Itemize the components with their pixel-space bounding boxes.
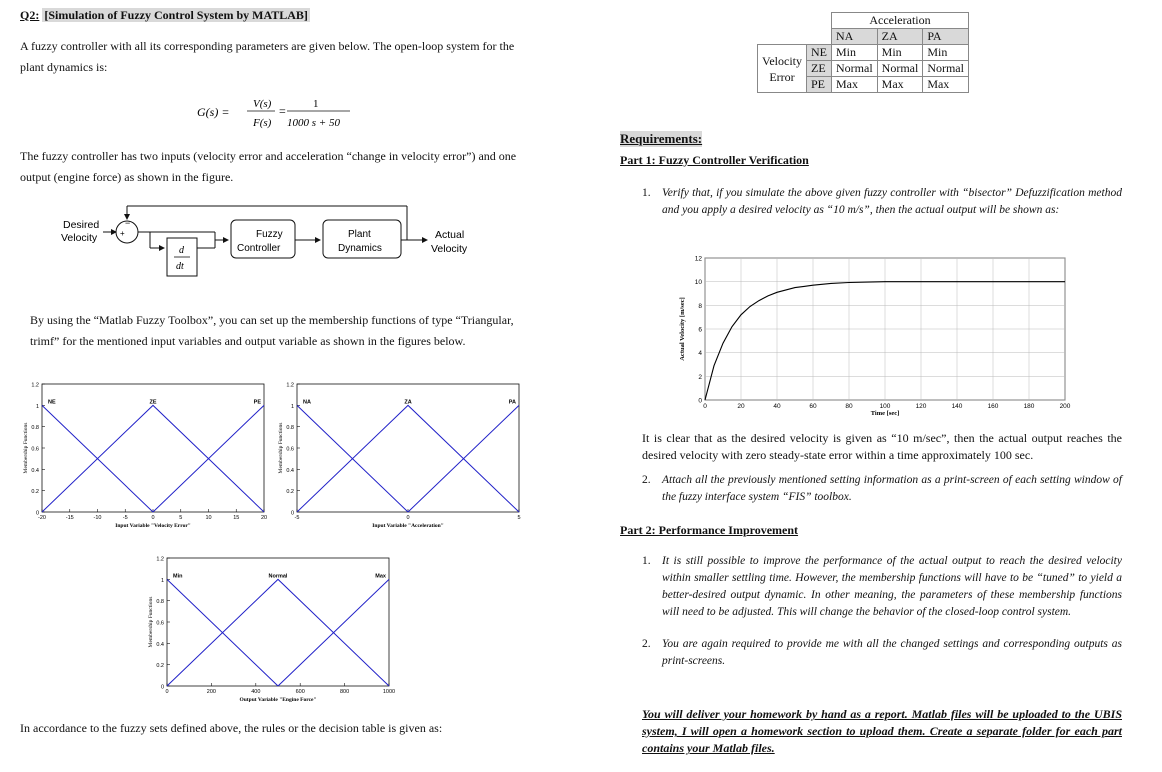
intro-line-2: plant dynamics is:: [20, 60, 108, 74]
rule-cell: Min: [832, 45, 878, 61]
mf-ytick-label: 0: [35, 510, 39, 517]
rule-cell: Normal: [832, 61, 878, 77]
eq-num2: 1: [313, 98, 319, 110]
mf-xtick-label: 15: [233, 515, 240, 521]
mf-ytick-label: 0.8: [286, 425, 294, 432]
response-xtick-label: 120: [915, 403, 927, 410]
response-xtick-label: 140: [951, 403, 963, 410]
mf-ytick-label: 0.2: [286, 489, 294, 496]
footer-note: You will deliver your homework by hand as a report. Matlab files will be uploaded to the UBIS system, I will open a homework section to upload them. Create a separate folder for each part contains your Matlab files.: [642, 707, 1122, 755]
mf-ytick-label: 0.4: [286, 467, 294, 474]
rule-col-pa: PA: [923, 29, 969, 45]
eq-den1: F(s): [253, 117, 272, 129]
input-label-1: Desired: [63, 219, 100, 231]
response-xtick-label: 20: [737, 403, 745, 410]
part1-item1: 1. Verify that, if you simulate the above given fuzzy controller with “bisector” Defuzzification method and you apply a desired velocity as “10 m/s”, then the actual output will be shown as:: [642, 185, 1122, 219]
mf-xtick-label: -10: [93, 515, 102, 521]
part1-item2: 2. Attach all the previously mentioned setting information as a print-screen of each setting window of the fuzzy interface system “FIS” toolbox.: [642, 472, 1122, 506]
rule-col-na: NA: [832, 29, 878, 45]
part2-item1-text: It is still possible to improve the performance of the actual output to reach the desired velocity within smaller settling time. However, the membership functions will have to be “tuned” to yield a better-desired output dynamic. In other meaning, the parameters of these membership functions will need to be adjusted. This will change the behavior of the closed-loop control system.: [662, 555, 1122, 618]
mf-label-na: NA: [303, 399, 311, 406]
mf-label-pa: PA: [508, 399, 516, 406]
mf-xlabel: Output Variable "Engine Force": [239, 697, 317, 703]
toolbox-paragraph: [30, 310, 600, 352]
mf-ytick-label: 1.2: [286, 382, 294, 389]
response-xtick-label: 100: [879, 403, 891, 410]
rule-row-label-pe: PE: [807, 77, 832, 93]
mf-label-max: Max: [375, 573, 386, 580]
mf-ytick-label: 0: [160, 684, 164, 691]
response-ytick-label: 10: [694, 279, 702, 287]
response-xtick-label: 200: [1059, 403, 1071, 410]
mf-xtick-label: 800: [340, 689, 350, 695]
output-label-2: Velocity: [431, 243, 468, 255]
mf-ylabel: Membership Functions: [23, 422, 29, 474]
mf-xtick-label: -5: [122, 515, 128, 521]
mf-xtick-label: -20: [38, 515, 46, 521]
input-label-2: Velocity: [61, 232, 98, 244]
mf-xtick-label: -15: [65, 515, 74, 521]
part1-item2-text: Attach all the previously mentioned setting information as a print-screen of each setting window of the fuzzy interface system “FIS” toolbox.: [662, 474, 1122, 503]
mf-xtick-label: 0: [165, 689, 169, 695]
mf-label-ne: NE: [48, 399, 56, 406]
mf-ytick-label: 0: [290, 510, 294, 517]
response-xtick-label: 40: [773, 403, 781, 410]
mf-xtick-label: 600: [295, 689, 305, 695]
response-ylabel: Actual Velocity [m/sec]: [679, 297, 686, 361]
part2-item2-text: You are again required to provide me with all the changed settings and corresponding outputs as print-screens.: [662, 638, 1122, 667]
response-ytick-label: 8: [698, 302, 702, 310]
mf-plot-engine-force: [145, 548, 400, 704]
toolbox-line-1: By using the “Matlab Fuzzy Toolbox”, you can set up the membership functions of type “Triangular,: [30, 313, 514, 327]
response-xtick-label: 80: [845, 403, 853, 410]
response-xlabel: Time [sec]: [870, 410, 900, 417]
mf-xtick-label: -5: [294, 515, 300, 521]
response-xtick-label: 60: [809, 403, 817, 410]
response-ytick-label: 0: [698, 397, 702, 405]
output-label-1: Actual: [435, 229, 465, 241]
question-number: Q2:: [20, 8, 40, 22]
rule-row-header: Velocity Error: [758, 45, 807, 93]
part2-item1: 1. It is still possible to improve the performance of the actual output to reach the desired velocity within smaller settling time. However, the membership functions will have to be “tuned” to yield a better-desired output dynamic. In other meaning, the parameters of these membership functions will need to be adjusted. This will change the behavior of the closed-loop control system.: [642, 553, 1122, 621]
mf-xtick-label: 1000: [382, 689, 396, 695]
eq-lhs: G(s) =: [197, 105, 230, 119]
rule-col-header: Acceleration: [832, 13, 969, 29]
rule-cell: Min: [923, 45, 969, 61]
mf-ytick-label: 0.4: [31, 467, 39, 474]
part2-heading: Part 2: Performance Improvement: [620, 523, 799, 537]
mf-ytick-label: 0.2: [156, 663, 164, 670]
deriv-top: d: [179, 245, 184, 256]
rule-row-label-ne: NE: [807, 45, 832, 61]
controller-paragraph: [20, 146, 600, 188]
response-ytick-label: 6: [698, 326, 702, 334]
pd-label-2: Dynamics: [338, 243, 382, 254]
velocity-response-chart: [672, 250, 1082, 422]
decision-paragraph: In accordance to the fuzzy sets defined above, the rules or the decision table is given as:: [20, 721, 443, 735]
mf-label-za: ZA: [404, 399, 412, 406]
part2-item2: 2. You are again required to provide me with all the changed settings and corresponding outputs as print-screens.: [642, 636, 1122, 670]
mf-ytick-label: 1: [160, 577, 164, 584]
rule-cell: Max: [923, 77, 969, 93]
mf-xtick-label: 0: [406, 515, 410, 521]
controller-line-2: output (engine force) as shown in the figure.: [20, 170, 234, 184]
mf-xlabel: Input Variable "Acceleration": [372, 523, 444, 529]
sum-plus-sign: +: [120, 229, 125, 238]
fc-label-1: Fuzzy: [256, 229, 283, 240]
mf-label-min: Min: [173, 573, 183, 580]
mf-xtick-label: 5: [179, 515, 183, 521]
mf-xlabel: Input Variable "Velocity Error": [115, 523, 191, 529]
rule-col-za: ZA: [877, 29, 923, 45]
part1-clear-text: It is clear that as the desired velocity is given as “10 m/sec”, then the actual output reaches the desired velocity with zero steady-state error within a time approximately 100 sec.: [642, 431, 1122, 462]
rule-cell: Max: [832, 77, 878, 93]
rule-cell: Min: [877, 45, 923, 61]
rule-cell: Normal: [923, 61, 969, 77]
mf-ylabel: Membership Functions: [148, 596, 154, 648]
question-title: [20, 8, 310, 23]
eq-den2: 1000 s + 50: [287, 117, 340, 129]
mf-xtick-label: 20: [260, 515, 268, 521]
question-heading: [Simulation of Fuzzy Control System by MATLAB]: [44, 8, 308, 22]
pd-label-1: Plant: [348, 229, 371, 240]
mf-xtick-label: 200: [206, 689, 216, 695]
part1-item1-text: Verify that, if you simulate the above given fuzzy controller with “bisector” Defuzzification method and you apply a desired velocity as “10 m/s”, then the actual output will be shown as:: [662, 187, 1122, 216]
rule-cell: Max: [877, 77, 923, 93]
mf-label-pe: PE: [253, 399, 261, 406]
rule-table: [757, 12, 969, 93]
mf-ytick-label: 0.2: [31, 489, 39, 496]
mf-xtick-label: 0: [151, 515, 155, 521]
response-xtick-label: 180: [1023, 403, 1035, 410]
deriv-bottom: dt: [176, 261, 184, 272]
mf-ytick-label: 1: [290, 403, 294, 410]
fc-label-2: Controller: [237, 243, 281, 254]
rule-row-label-ze: ZE: [807, 61, 832, 77]
mf-ytick-label: 0.6: [156, 620, 164, 627]
eq-equals: =: [279, 104, 286, 118]
mf-ytick-label: 1: [35, 403, 39, 410]
response-xtick-label: 0: [703, 403, 707, 410]
mf-ytick-label: 0.8: [31, 425, 39, 432]
transfer-function-equation: [195, 92, 365, 132]
sum-minus-sign: −: [125, 218, 131, 228]
intro-line-1: A fuzzy controller with all its corresponding parameters are given below. The open-loop system for the: [20, 39, 515, 53]
rule-row: [758, 45, 969, 61]
controller-line-1: The fuzzy controller has two inputs (velocity error and acceleration “change in velocity error”) and one: [20, 149, 517, 163]
intro-paragraph: [20, 36, 600, 78]
rule-cell: Normal: [877, 61, 923, 77]
response-ytick-label: 12: [694, 255, 702, 263]
mf-xtick-label: 400: [251, 689, 261, 695]
requirements-section: [620, 130, 702, 148]
mf-label-ze: ZE: [149, 399, 157, 406]
response-xtick-label: 160: [987, 403, 999, 410]
eq-num1: V(s): [253, 98, 272, 110]
mf-label-normal: Normal: [268, 573, 288, 580]
mf-ytick-label: 1.2: [31, 382, 39, 389]
mf-ytick-label: 1.2: [156, 556, 164, 563]
response-ytick-label: 2: [698, 373, 702, 381]
mf-ytick-label: 0.6: [31, 446, 39, 453]
toolbox-line-2: trimf” for the mentioned input variables and output variable as shown in the figures below.: [30, 334, 466, 348]
mf-ytick-label: 0.6: [286, 446, 294, 453]
mf-xtick-label: 10: [205, 515, 212, 521]
part1-heading: Part 1: Fuzzy Controller Verification: [620, 153, 809, 167]
mf-plot-acceleration: [275, 374, 530, 530]
requirements-heading: Requirements:: [620, 131, 703, 146]
mf-xtick-label: 5: [517, 515, 521, 521]
block-diagram: [55, 198, 485, 284]
mf-ylabel: Membership Functions: [278, 422, 284, 474]
mf-plot-velocity-error: [20, 374, 275, 530]
mf-ytick-label: 0.4: [156, 641, 164, 648]
mf-ytick-label: 0.8: [156, 599, 164, 606]
response-ytick-label: 4: [698, 350, 702, 358]
